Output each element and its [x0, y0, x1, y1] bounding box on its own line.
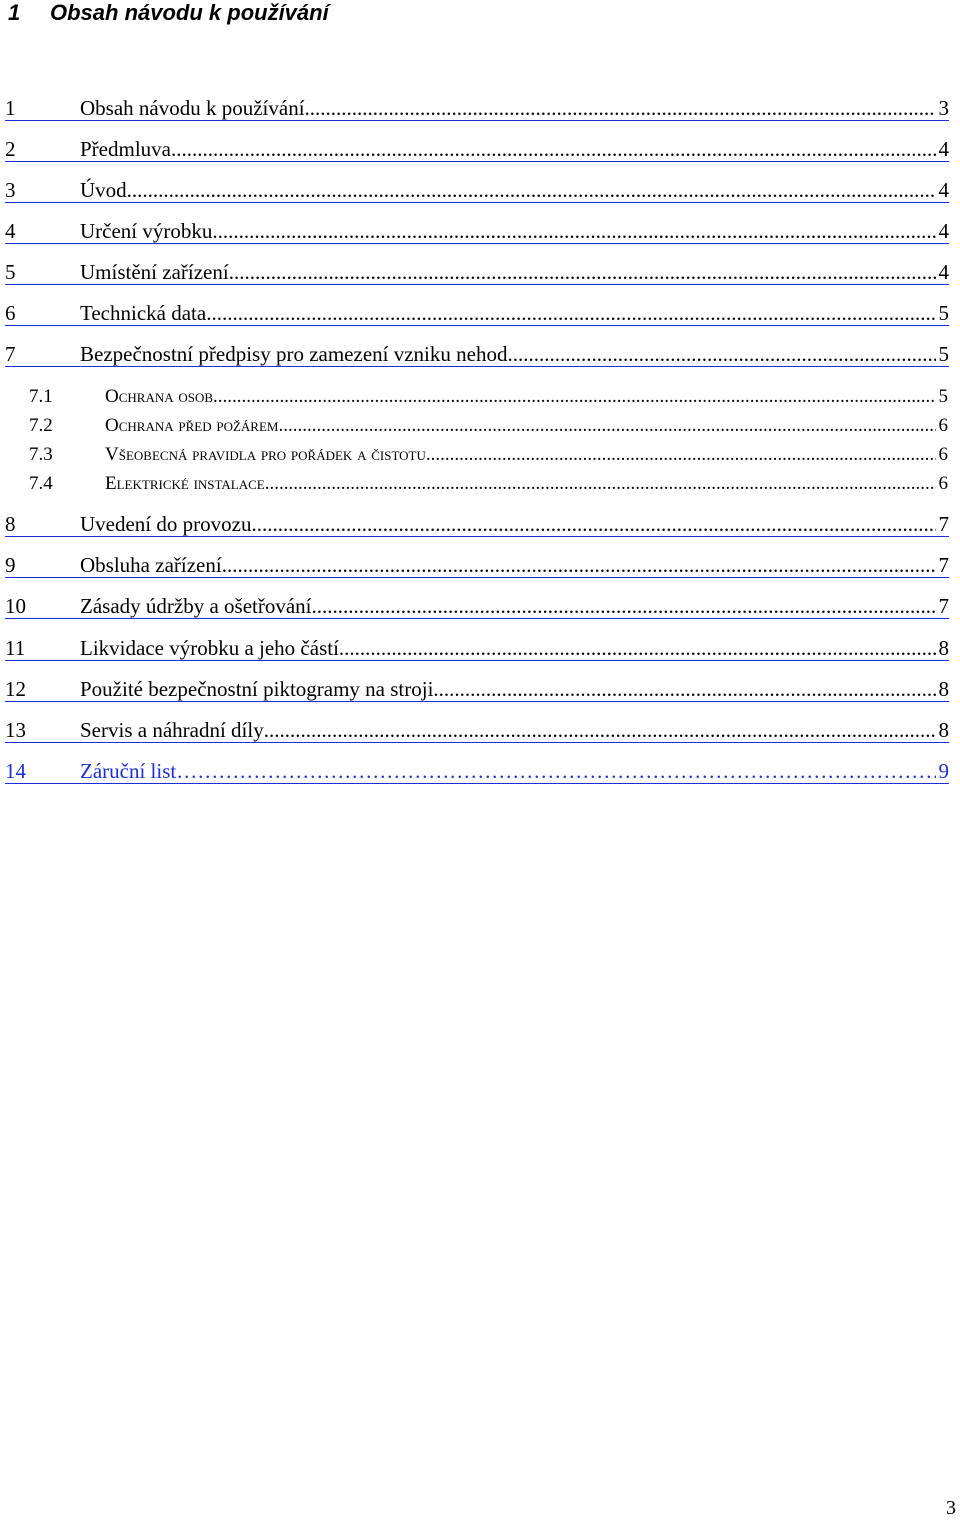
toc-entry-number: 12 [5, 677, 26, 701]
toc-entry-number: 5 [5, 260, 16, 284]
toc-entry-number: 8 [5, 512, 16, 536]
toc-entry-page: 7 [938, 512, 949, 536]
toc-subentry[interactable] [29, 386, 948, 414]
toc-leader-dots [257, 512, 936, 537]
toc-leader-dots [283, 415, 935, 437]
toc-leader-dots [426, 444, 936, 466]
toc-entry-page: 9 [938, 759, 949, 783]
toc-entry-label: Bezpečnostní předpisy pro zamezení vzniku nehod [80, 342, 508, 366]
toc-entry[interactable] [5, 512, 949, 540]
toc-entry-page: 7 [938, 594, 949, 618]
toc-leader-dots [206, 301, 935, 326]
toc-leader-dots [171, 137, 936, 162]
toc-entry[interactable] [5, 553, 949, 581]
toc-entry-label: Ochrana před požárem. [105, 415, 284, 436]
toc-entry-page: 4 [938, 137, 949, 161]
toc-entry-page: 8 [938, 718, 949, 742]
toc-entry-number: 6 [5, 301, 16, 325]
toc-entry[interactable] [5, 260, 949, 288]
toc-leader-dots [433, 677, 935, 702]
heading-number: 1 [8, 0, 21, 25]
toc-entry[interactable] [5, 342, 949, 370]
toc-entry-label: Určení výrobku [80, 219, 213, 243]
toc-entry[interactable] [5, 301, 949, 329]
toc-entry-label: Uvedení do provozu. [80, 512, 257, 536]
toc-entry-number: 7.3 [29, 444, 53, 465]
toc-leader-dots [213, 386, 935, 408]
toc-entry[interactable] [5, 677, 949, 705]
toc-entry-label: Technická data [80, 301, 207, 325]
toc-entry-number: 11 [5, 636, 26, 660]
page-number: 3 [946, 1497, 956, 1519]
toc-entry-number: 4 [5, 219, 16, 243]
toc-entry[interactable] [5, 759, 949, 787]
page-heading [8, 0, 329, 26]
toc-leader-dots [312, 594, 936, 619]
toc-leader-dots [264, 718, 936, 743]
toc-entry-label: Úvod [80, 178, 127, 202]
toc-entry-label: Obsah návodu k používání [80, 96, 305, 120]
toc-leader-dots [212, 219, 935, 244]
toc-entry-page: 4 [938, 219, 949, 243]
toc-entry-page: 6 [938, 415, 948, 436]
toc-entry-page: 8 [938, 636, 949, 660]
toc-entry-label: Použité bezpečnostní piktogramy na stroji [80, 677, 434, 701]
toc-entry-label: Servis a náhradní díly [80, 718, 264, 742]
toc-leader-dots [339, 636, 936, 661]
toc-leader-dots [229, 260, 936, 285]
toc-entry-number: 10 [5, 594, 26, 618]
toc-entry-number: 14 [5, 759, 26, 783]
toc-entry-page: 5 [938, 386, 948, 407]
toc-leader-dots [227, 553, 936, 578]
toc-entry-label: Umístění zařízení [80, 260, 229, 284]
heading-title: Obsah návodu k používání [50, 0, 329, 25]
toc-entry-page: 3 [938, 96, 949, 120]
toc-leader-dots [265, 473, 936, 495]
toc-entry-page: 7 [938, 553, 949, 577]
toc-leader-dots [176, 759, 935, 784]
toc-entry[interactable] [5, 96, 949, 124]
toc-entry-page: 5 [938, 342, 949, 366]
toc-entry-label: Záruční list [80, 759, 177, 783]
toc-entry[interactable] [5, 219, 949, 247]
toc-entry-label: Obsluha zařízení. [80, 553, 227, 577]
toc-entry-number: 9 [5, 553, 16, 577]
toc-entry[interactable] [5, 137, 949, 165]
toc-leader-dots [127, 178, 936, 203]
toc-entry[interactable] [5, 636, 949, 664]
toc-entry[interactable] [5, 594, 949, 622]
toc-entry-number: 3 [5, 178, 16, 202]
toc-entry[interactable] [5, 718, 949, 746]
toc-entry-label: Likvidace výrobku a jeho částí [80, 636, 339, 660]
toc-entry-number: 7.1 [29, 386, 53, 407]
toc-entry-page: 4 [938, 178, 949, 202]
toc-entry-page: 8 [938, 677, 949, 701]
toc-subentry[interactable] [29, 473, 948, 501]
toc-subentry[interactable] [29, 444, 948, 472]
toc-entry-label: Zásady údržby a ošetřování [80, 594, 312, 618]
toc-leader-dots [507, 342, 935, 367]
toc-entry-label: Všeobecná pravidla pro pořádek a čistotu [105, 444, 426, 465]
toc-entry-label: Předmluva [80, 137, 171, 161]
toc-entry-number: 7.4 [29, 473, 53, 494]
toc-entry[interactable] [5, 178, 949, 206]
toc-entry-page: 6 [938, 444, 948, 465]
toc-entry-number: 7 [5, 342, 16, 366]
toc-entry-label: Elektrické instalace [105, 473, 265, 494]
toc-entry-number: 7.2 [29, 415, 53, 436]
toc-entry-number: 2 [5, 137, 16, 161]
toc-leader-dots [305, 96, 936, 121]
toc-subentry[interactable] [29, 415, 948, 443]
toc-entry-label: Ochrana osob [105, 386, 214, 407]
toc-entry-number: 13 [5, 718, 26, 742]
toc-entry-page: 5 [938, 301, 949, 325]
toc-entry-page: 6 [938, 473, 948, 494]
toc-entry-number: 1 [5, 96, 16, 120]
toc-entry-page: 4 [938, 260, 949, 284]
